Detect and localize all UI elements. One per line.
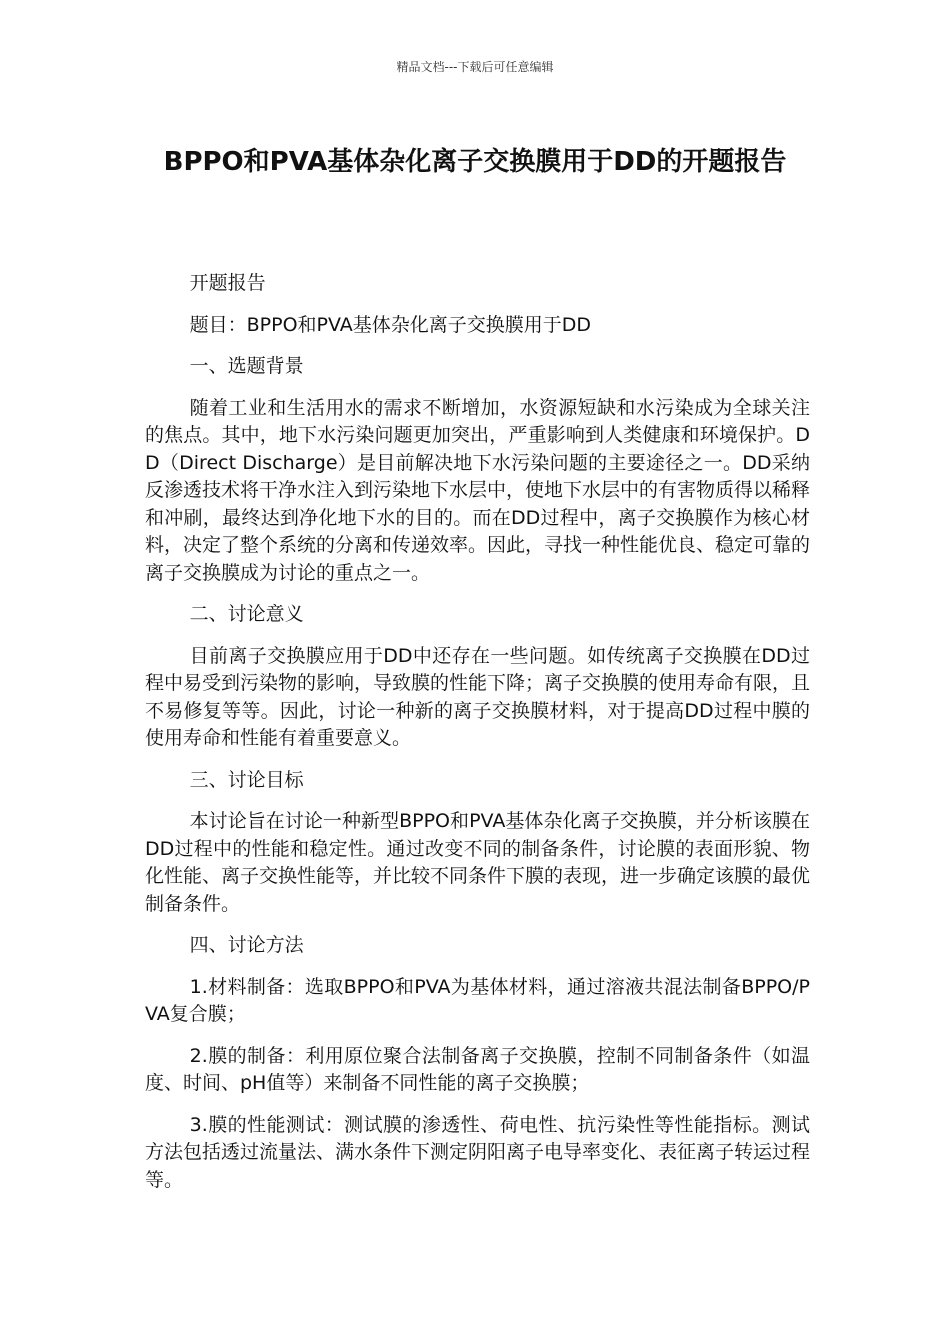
header-note: 精品文档---下载后可任意编辑: [396, 60, 554, 74]
section-heading-background: 一、选题背景: [189, 355, 304, 377]
section-heading-objectives: 三、讨论目标: [189, 768, 304, 791]
document-title: BPPO和PVA基体杂化离子交换膜用于DD的开题报告: [163, 147, 787, 177]
method-item-3: 3.膜的性能测试：测试膜的渗透性、荷电性、抗污染性等性能指标。测试方法包括透过流量法、满水条件下测定阴阳离子电导率变化、表征离子转运过程等。: [145, 1113, 811, 1191]
section-heading-methods: 四、讨论方法: [189, 934, 304, 956]
section-heading-significance: 二、讨论意义: [189, 603, 304, 625]
document-body: [145, 270, 810, 1208]
paragraph-background: 随着工业和生活用水的需求不断增加，水资源短缺和水污染成为全球关注的焦点。其中，地下水污染问题更加突出，严重影响到人类健康和环境保护。DD（Direct Discharge）是目前解决地下水污染问题的主要途径之一。DD采纳反渗透技术将干净水注入到污染地下水层中，使地下水层中的有害物质得以稀释和冲刷，最终达到净化地下水的目的。而在DD过程中，离子交换膜作为核心材料，决定了整个系统的分离和传递效率。因此，寻找一种性能优良、稳定可靠的离子交换膜成为讨论的重点之一。: [145, 396, 811, 584]
paragraph-objectives: 本讨论旨在讨论一种新型BPPO和PVA基体杂化离子交换膜，并分析该膜在DD过程中的性能和稳定性。通过改变不同的制备条件，讨论膜的表面形貌、物化性能、离子交换性能等，并比较不同条件下膜的表现，进一步确定该膜的最优制备条件。: [145, 810, 811, 915]
method-item-1: 1.材料制备：选取BPPO和PVA为基体材料，通过溶液共混法制备BPPO/PVA复合膜；: [145, 975, 810, 1025]
topic-line: 题目：BPPO和PVA基体杂化离子交换膜用于DD: [189, 313, 592, 336]
method-item-2: 2.膜的制备：利用原位聚合法制备离子交换膜，控制不同制备条件（如温度、时间、pH值等）来制备不同性能的离子交换膜；: [145, 1044, 810, 1094]
section-label-report: 开题报告: [189, 272, 266, 294]
paragraph-significance: 目前离子交换膜应用于DD中还存在一些问题。如传统离子交换膜在DD过程中易受到污染物的影响，导致膜的性能下降；离子交换膜的使用寿命有限，且不易修复等等。因此，讨论一种新的离子交换膜材料，对于提高DD过程中膜的使用寿命和性能有着重要意义。: [145, 644, 811, 749]
